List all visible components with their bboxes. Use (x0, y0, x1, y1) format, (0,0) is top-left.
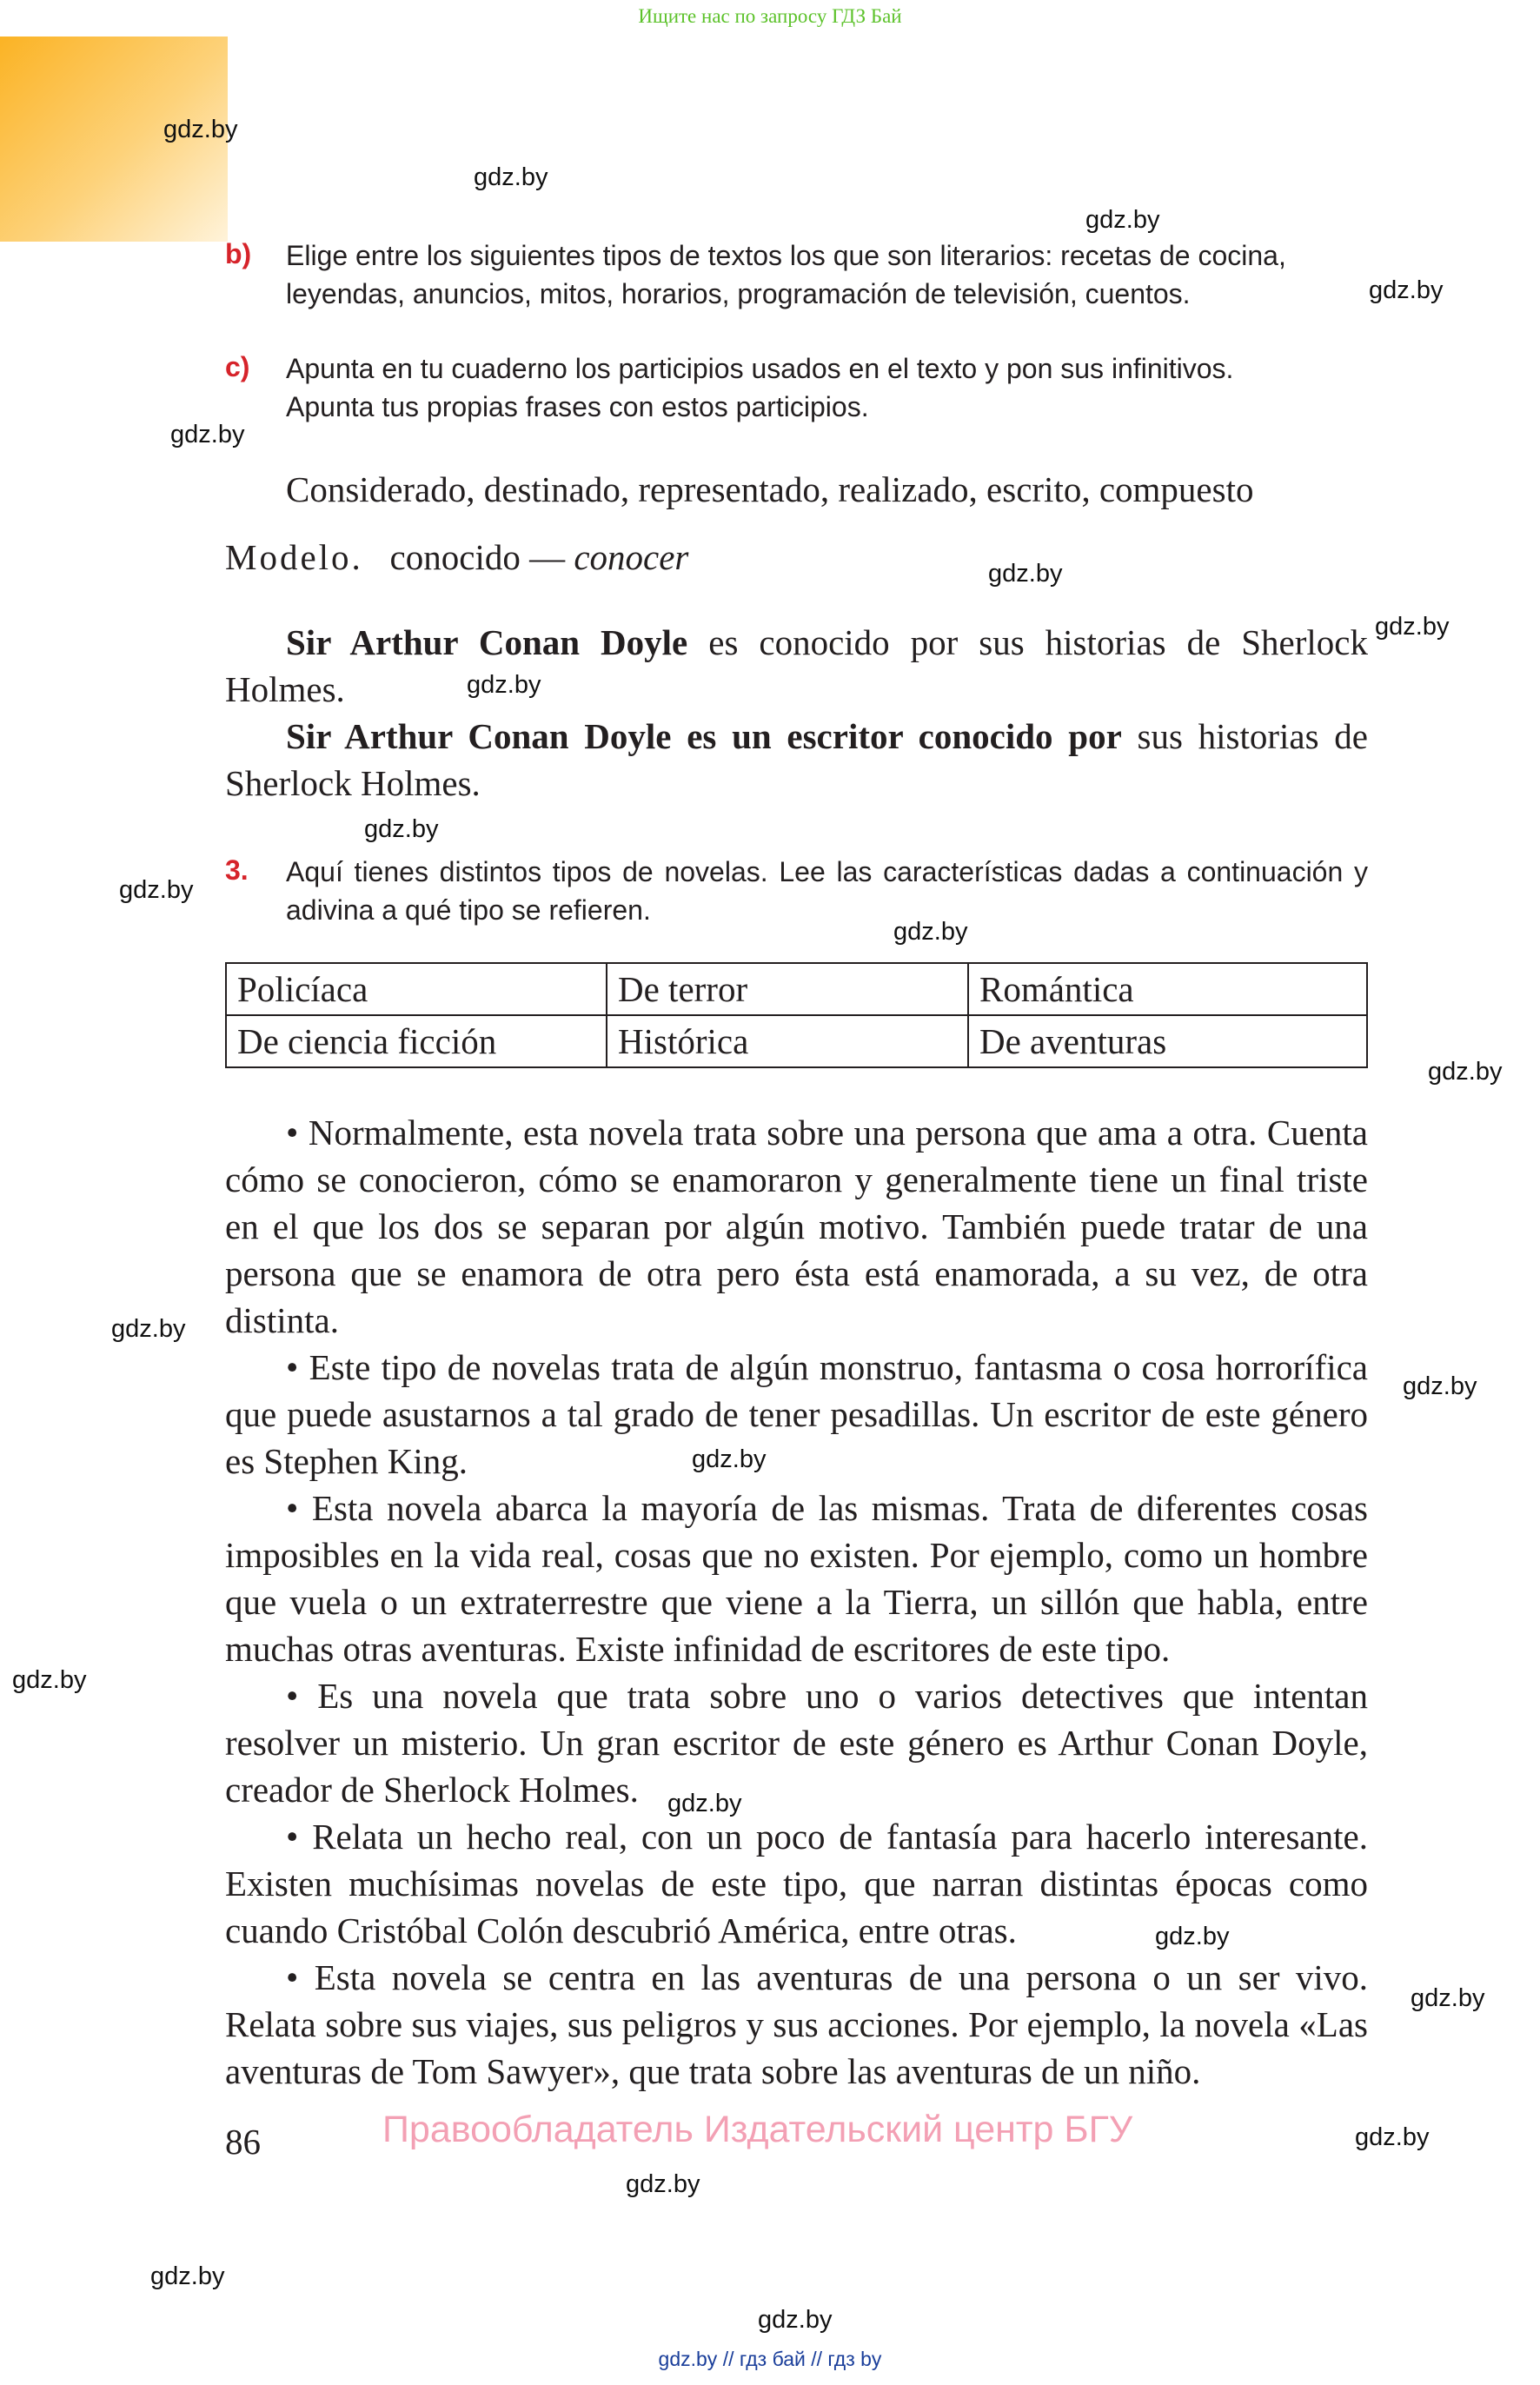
task-3-label: 3. (225, 854, 249, 886)
watermark: gdz.by (364, 815, 439, 843)
watermark: gdz.by (163, 116, 238, 143)
example-2 (225, 713, 1368, 807)
description-paragraph: • Esta novela abarca la mayoría de las mismas. Trata de diferentes cosas imposibles en la vida real, cosas que no existen. Por ejemplo, como un hombre que vuela o un extraterrestre que viene a la Tierra, un sillón que habla, entre muchas otras aventuras. Existe infinidad de escritores de este tipo. (225, 1488, 1368, 1669)
watermark: gdz.by (1375, 613, 1450, 641)
model-line (225, 534, 688, 581)
task-c-line-1: Apunta en tu cuaderno los participios usados en el texto y pon sus infinitivos. (286, 353, 1234, 384)
example-1-rest: es conocido por sus historias de Sherlock Holmes. (225, 622, 1368, 709)
example-2-rest: sus historias de Sherlock Holmes. (225, 716, 1369, 803)
description-paragraph: • Es una novela que trata sobre uno o varios detectives que intentan resolver un misterio. Un gran escritor de este género es Arthur Conan Doyle, creador de Sherlock Holmes. (225, 1676, 1368, 1810)
description-paragraph: • Normalmente, esta novela trata sobre una persona que ama a otra. Cuenta cómo se conocieron, cómo se enamoraron y generalmente tiene un final triste en el que los dos se separan por algún motivo. También puede tratar de una persona que se enamora de otra pero ésta está enamorada, a su vez, de otra distinta. (225, 1113, 1368, 1340)
watermark: gdz.by (467, 671, 541, 699)
description-paragraph: • Esta novela se centra en las aventuras de una persona o un ser vivo. Relata sobre sus viajes, sus peligros y sus acciones. Por ejemplo, la novela «Las aventuras de Tom Sawyer», que trata sobre las aventuras de un niño. (225, 1957, 1368, 2091)
table-row (226, 963, 1367, 1015)
description-paragraph: • Este tipo de novelas trata de algún monstruo, fantasma o cosa horrorífica que puede asustarnos a tal grado de tener pesadillas. Un escritor de este género es Stephen King. (225, 1347, 1368, 1481)
bottom-links[interactable]: gdz.by // гдз бай // гдз by (658, 2348, 882, 2370)
model-infinitive: conocer (574, 537, 689, 577)
task-c-line-2: Apunta tus propias frases con estos participios. (286, 391, 869, 422)
task-c-label: c) (225, 351, 250, 382)
page-number: 86 (225, 2122, 261, 2162)
watermark: gdz.by (12, 1666, 87, 1694)
watermark: gdz.by (1411, 1984, 1485, 2012)
watermark: gdz.by (170, 421, 245, 448)
watermark: gdz.by (626, 2170, 700, 2198)
table-cell: Romántica (968, 963, 1367, 1015)
table-cell: De terror (607, 963, 968, 1015)
model-label: Modelo. (225, 537, 363, 577)
watermark: gdz.by (667, 1790, 742, 1817)
watermark: gdz.by (1355, 2123, 1430, 2151)
watermark: gdz.by (1369, 276, 1444, 304)
participles-list: Considerado, destinado, representado, realizado, escrito, compuesto (286, 469, 1254, 509)
copyright-notice: Правообладатель Издательский центр БГУ (382, 2109, 1133, 2150)
genre-table (225, 962, 1368, 1068)
top-banner: Ищите нас по запросу ГДЗ Бай (638, 5, 902, 27)
watermark: gdz.by (1428, 1058, 1503, 1086)
example-1 (225, 619, 1368, 713)
table-row (226, 1015, 1367, 1067)
example-2-bold: Sir Arthur Conan Doyle es un escritor conocido por (286, 716, 1122, 756)
description-paragraph: • Relata un hecho real, con un poco de fantasía para hacerlo interesante. Existen muchísimas novelas de este tipo, que narran distintas épocas como cuando Cristóbal Colón descubrió América, entre otras. (225, 1817, 1368, 1950)
example-1-bold: Sir Arthur Conan Doyle (286, 622, 688, 662)
table-cell: De ciencia ficción (226, 1015, 607, 1067)
watermark: gdz.by (111, 1315, 186, 1343)
watermark: gdz.by (150, 2262, 225, 2290)
task-3-text: Aquí tienes distintos tipos de novelas. Lee las características dadas a continuación y adivina a qué tipo se refieren. (286, 856, 1368, 926)
table-cell: Policíaca (226, 963, 607, 1015)
watermark: gdz.by (758, 2306, 833, 2334)
watermark: gdz.by (692, 1445, 767, 1473)
watermark: gdz.by (1403, 1372, 1477, 1400)
task-c-text (286, 349, 1368, 426)
watermark: gdz.by (1085, 206, 1160, 234)
watermark: gdz.by (988, 560, 1063, 588)
watermark: gdz.by (893, 918, 968, 946)
watermark: gdz.by (1155, 1923, 1230, 1950)
task-b-text: Elige entre los siguientes tipos de textos los que son literarios: recetas de cocina, leyendas, anuncios, mitos, horarios, programación de televisión, cuentos. (286, 240, 1286, 309)
table-cell: De aventuras (968, 1015, 1367, 1067)
watermark: gdz.by (119, 876, 194, 904)
table-cell: Histórica (607, 1015, 968, 1067)
model-word: conocido — (389, 537, 566, 577)
task-b-label: b) (225, 238, 252, 269)
watermark: gdz.by (474, 163, 548, 191)
